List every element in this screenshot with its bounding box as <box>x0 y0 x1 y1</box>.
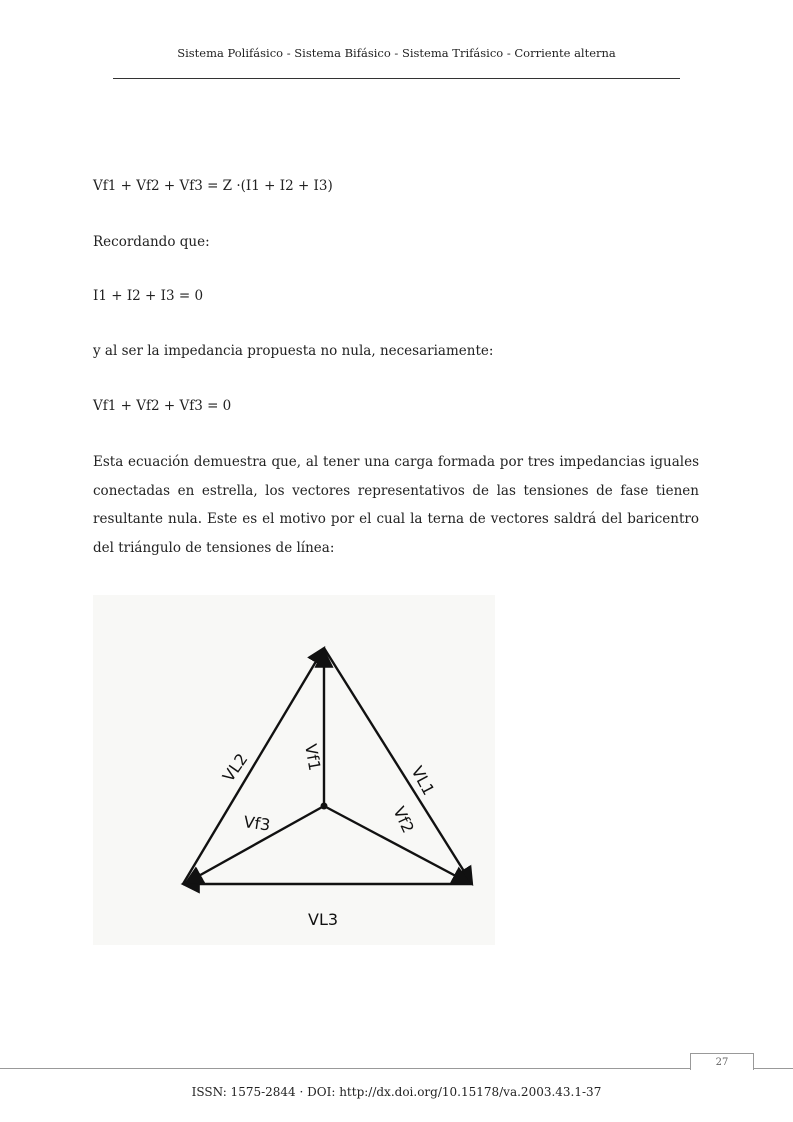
page-number: 27 <box>690 1053 754 1070</box>
footer-rule <box>0 1068 793 1069</box>
vf3-label: Vf3 <box>242 812 272 835</box>
running-header: Sistema Polifásico - Sistema Bifásico - Sistema Trifásico - Corriente alterna <box>177 46 616 60</box>
equation-2: I1 + I2 + I3 = 0 <box>93 288 204 304</box>
vl2-label: VL2 <box>218 749 252 786</box>
body-line: y al ser la impedancia propuesta no nula, necesariamente: <box>93 343 494 359</box>
equation-1: Vf1 + Vf2 + Vf3 = Z ·(I1 + I2 + I3) <box>93 178 333 194</box>
vl3-label: VL3 <box>308 910 339 929</box>
vf1-label: Vf1 <box>301 742 325 773</box>
header-rule <box>113 78 680 79</box>
body-paragraph: Esta ecuación demuestra que, al tener una carga formada por tres impedancias iguales conectadas en estrella, los vectores representativos de las tensiones de fase tienen resultante nula. Este es el motivo por el cual la terna de vectores saldrá del baricentro del triángulo de tensiones de línea: <box>93 454 699 556</box>
vl1-line <box>324 648 472 884</box>
vl1-label: VL1 <box>407 762 439 799</box>
vl2-line <box>183 648 324 884</box>
footer-citation: ISSN: 1575-2844 · DOI: http://dx.doi.org/10.15178/va.2003.43.1-37 <box>191 1085 602 1099</box>
recall-text: Recordando que: <box>93 234 210 250</box>
vf2-label: Vf2 <box>389 803 418 836</box>
phasor-diagram <box>93 595 495 945</box>
equation-3: Vf1 + Vf2 + Vf3 = 0 <box>93 398 232 414</box>
